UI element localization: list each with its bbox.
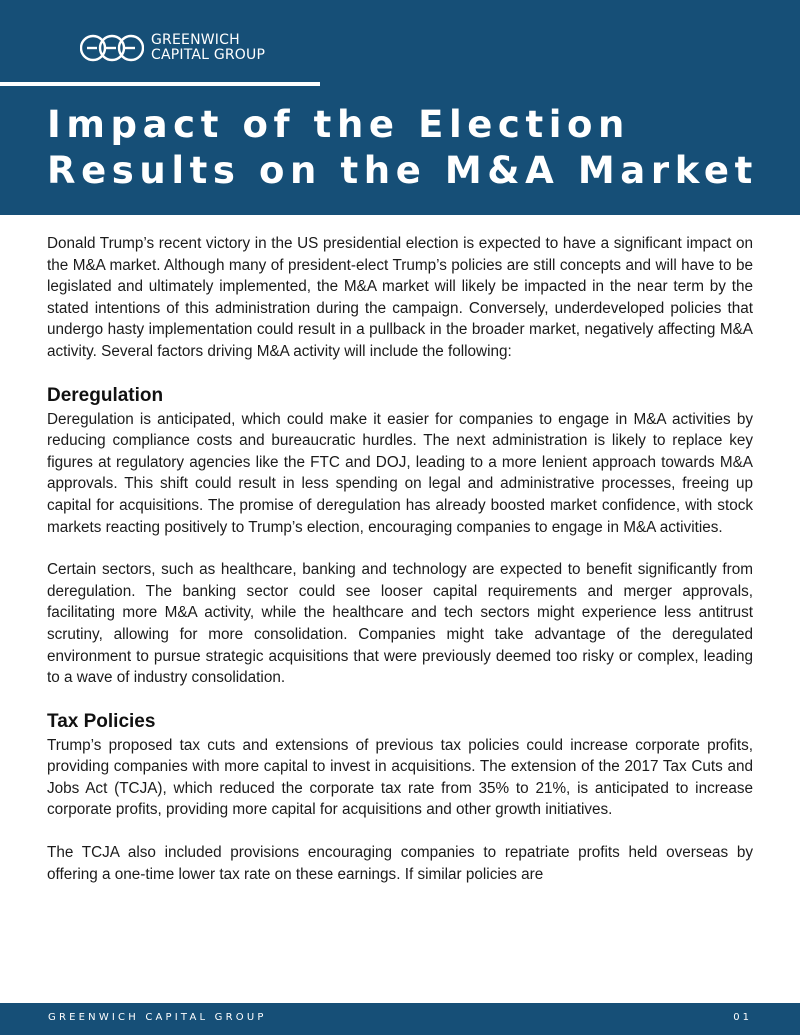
brand-name <box>151 33 265 63</box>
brand-logo <box>80 32 265 64</box>
deregulation-paragraph-2: Certain sectors, such as healthcare, banking and technology are expected to benefit significantly from deregulation. The banking sector could see looser capital requirements and merger approvals, facilitating more M&A activity, while the healthcare and tech sectors might experience less antitrust scrutiny, allowing for more consolidation. Companies might take advantage of the deregulated environment to pursue strategic acquisitions that were previously deemed too risky or complex, leading to a wave of industry consolidation. <box>47 561 753 687</box>
title-line-2: Results on the M&A Market <box>47 149 758 192</box>
header-divider <box>0 82 320 86</box>
section-heading-tax-policies: Tax Policies <box>47 710 156 732</box>
intro-paragraph: Donald Trump’s recent victory in the US presidential election is expected to have a significant impact on the M&A market. Although many of president-elect Trump’s policies are still concepts and will have to be legislated and ultimately implemented, the M&A market will likely be impacted in the near term by the stated intentions of this administration during the campaign. Conversely, underdeveloped policies that undergo hasty implementation could result in a pullback in the broader market, negatively affecting M&A activity. Several factors driving M&A activity will include the following: <box>47 235 753 360</box>
page-number: 01 <box>733 1012 752 1023</box>
footer-brand: GREENWICH CAPITAL GROUP <box>48 1012 267 1023</box>
article-body <box>47 233 753 906</box>
title-line-1: Impact of the Election <box>47 103 630 146</box>
deregulation-paragraph-1: Deregulation is anticipated, which could make it easier for companies to engage in M&A activities by reducing compliance costs and bureaucratic hurdles. The next administration is likely to replace key figures at regulatory agencies like the FTC and DOJ, leading to a more lenient approach towards M&A approvals. This shift could result in less spending on legal and administrative processes, freeing up capital for acquisitions. The promise of deregulation has already boosted market confidence, with stock markets reacting positively to Trump’s election, encouraging companies to engage in M&A activities. <box>47 410 753 536</box>
tax-policies-paragraph-1: Trump’s proposed tax cuts and extensions of previous tax policies could increase corporate profits, providing companies with more capital to invest in acquisitions. The extension of the 2017 Tax Cuts and Jobs Act (TCJA), which reduced the corporate tax rate from 35% to 21%, is anticipated to increase corporate profits, providing more capital for acquisitions and other growth initiatives. <box>47 736 753 819</box>
brand-name-line2: CAPITAL GROUP <box>151 47 266 63</box>
brand-name-line1: GREENWICH <box>151 32 240 48</box>
page-footer <box>0 1003 800 1035</box>
page-title <box>47 102 787 194</box>
page-header <box>0 0 800 215</box>
section-heading-deregulation: Deregulation <box>47 384 164 406</box>
tax-policies-paragraph-2: The TCJA also included provisions encouraging companies to repatriate profits held overseas by offering a one-time lower tax rate on these earnings. If similar policies are <box>47 844 753 883</box>
greenwich-logo-icon <box>80 32 144 64</box>
